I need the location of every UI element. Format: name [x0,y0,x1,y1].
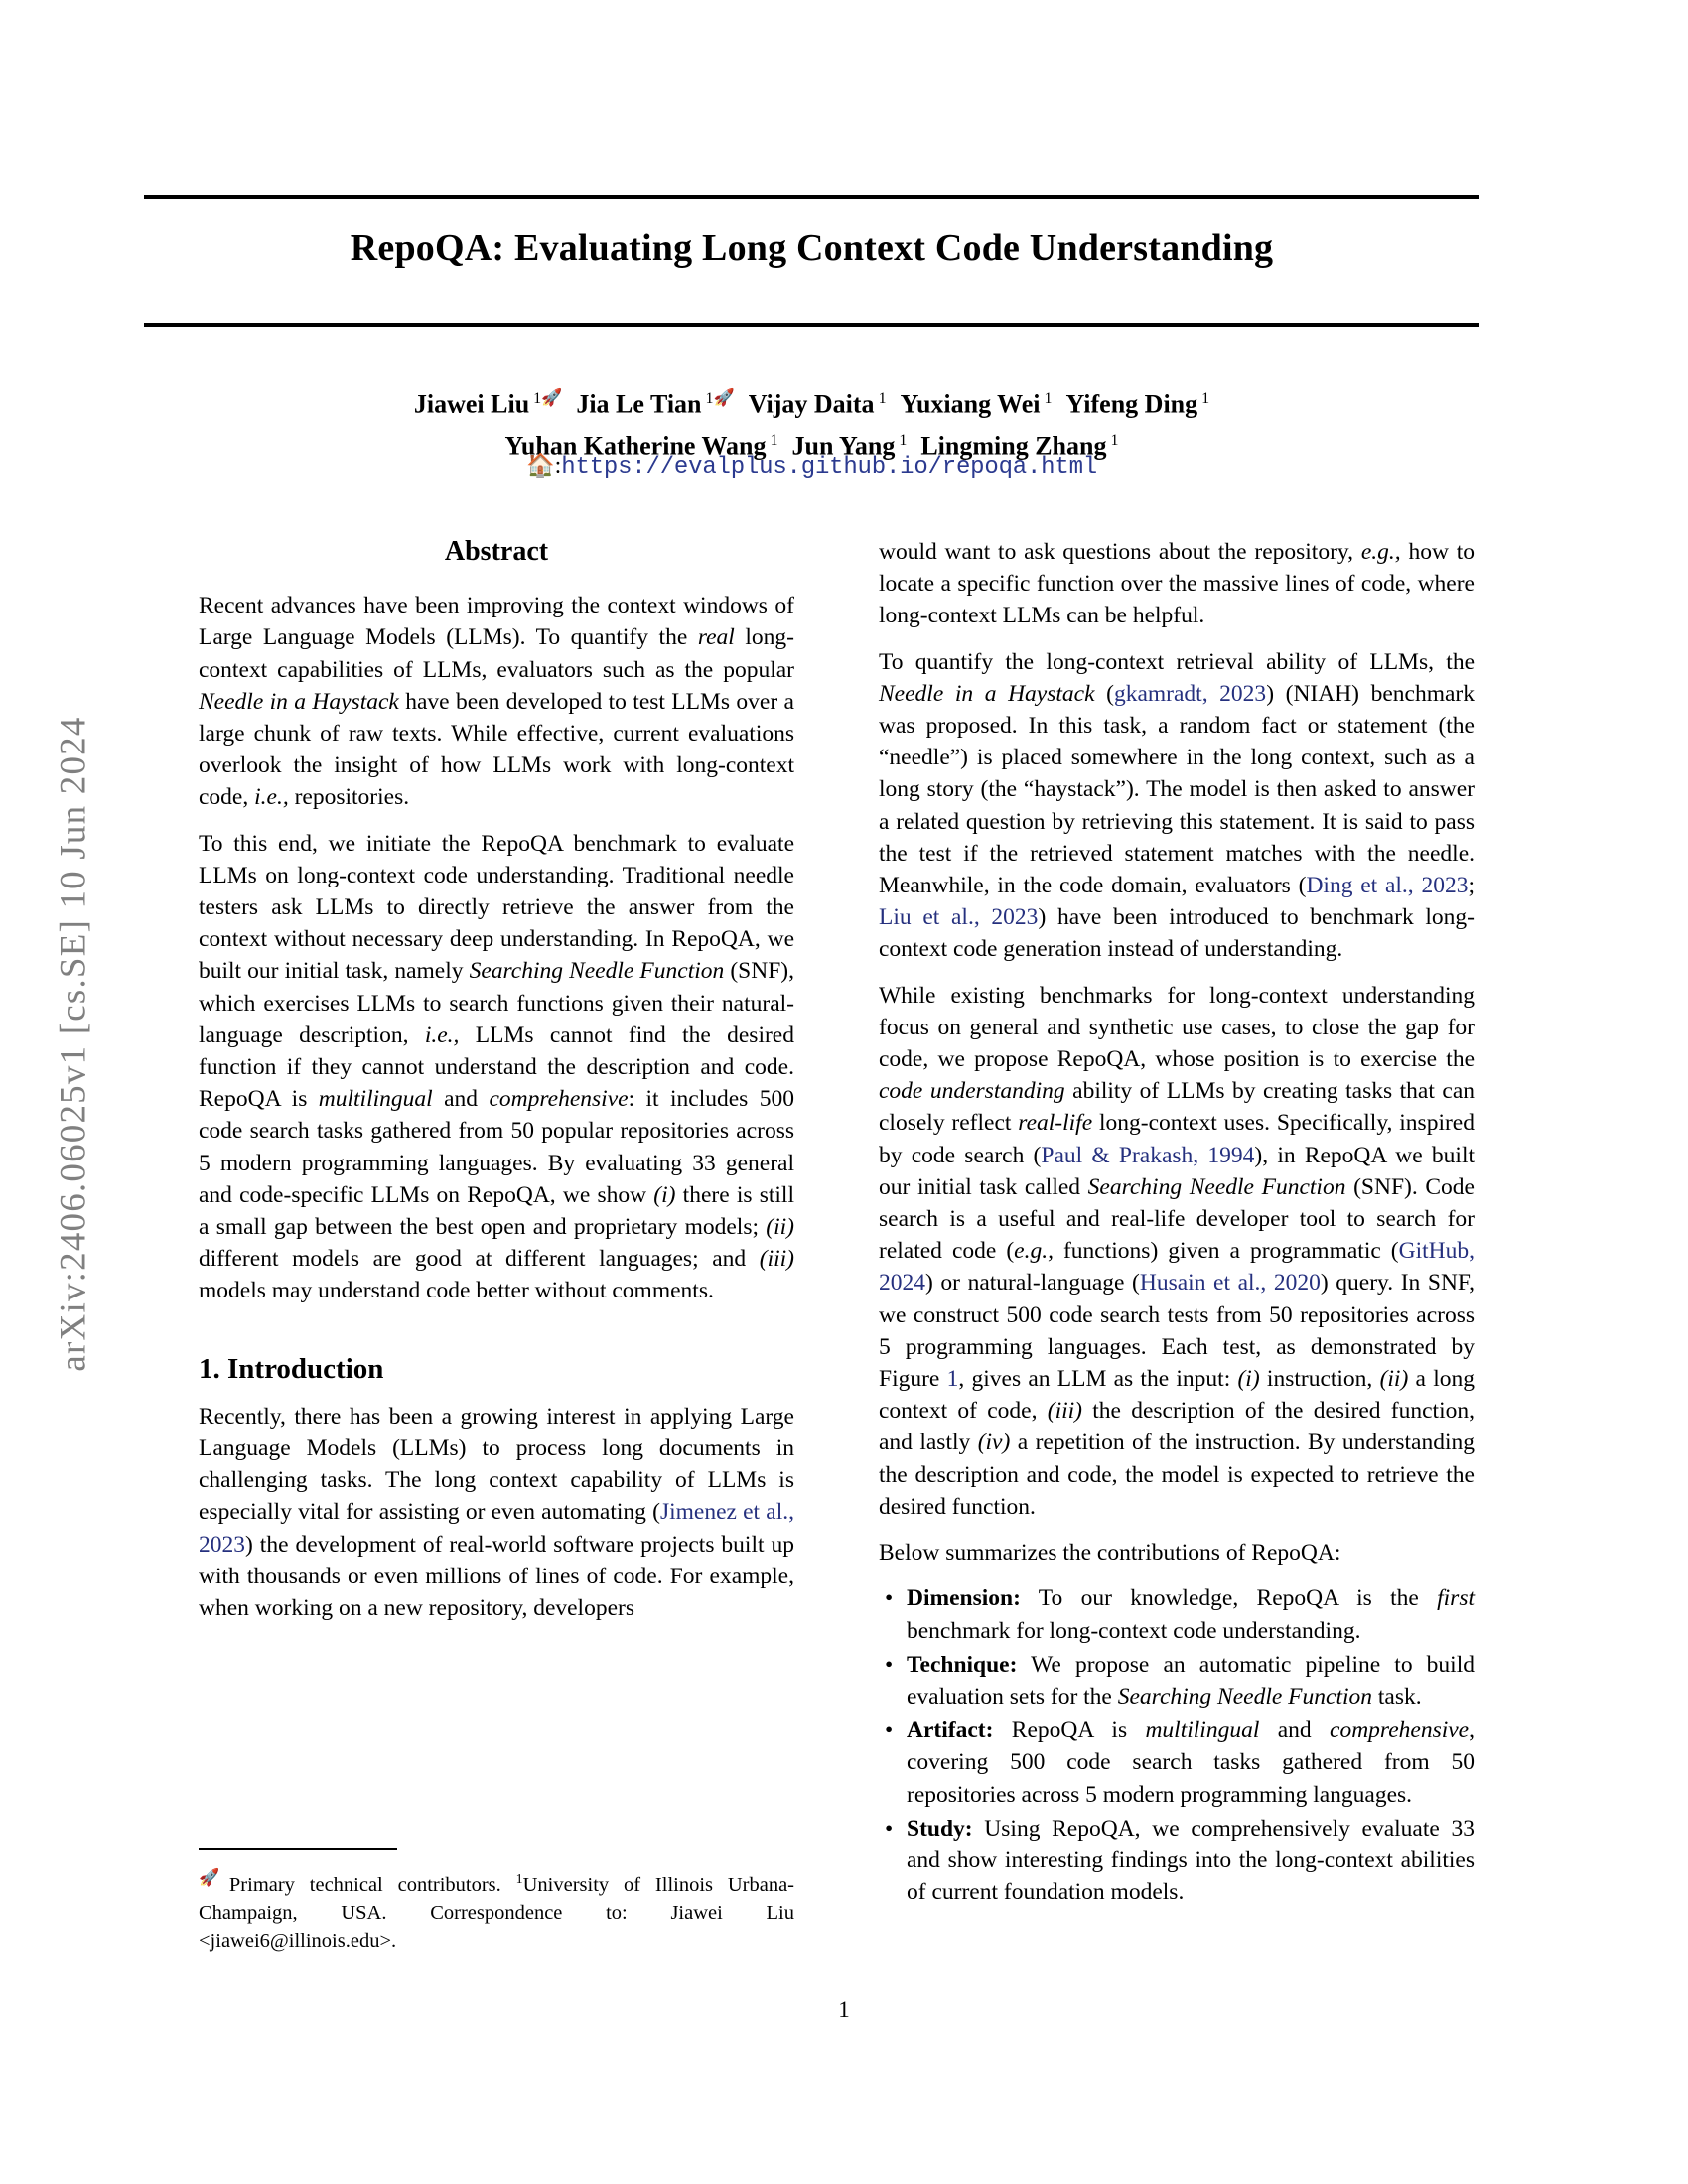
rocket-icon: 🚀 [541,388,563,407]
author-name: Jia Le Tian [576,389,702,419]
author-name: Jun Yang [791,431,896,461]
author-name: Yifeng Ding [1065,389,1198,419]
abstract-paragraph-1: Recent advances have been improving the context windows of Large Language Models (LLMs). To quantify the real long-context capabilities of LLMs, evaluators such as the popular Needle in a Haystack have been developed to test LLMs over a large chunk of raw texts. While effective, current evaluations overlook the insight of how LLMs work with long-context code, i.e., repositories. [199,593,795,811]
footnote-text: 🚀Primary technical contributors. $^1$University of Illinois Urbana-Champaign, USA. Correspondence to: Jiawei Liu <jiawei6@illinois.edu>. [199,1868,794,1952]
abstract-paragraph-2: To this end, we initiate the RepoQA benchmark to evaluate LLMs on long-context code understanding. Traditional needle testers ask LLMs to directly retrieve the answer from the context without necessary deep understanding. In RepoQA, we built our initial task, namely Searching Needle Function (SNF), which exercises LLMs to search functions given their natural-language description, i.e., LLMs cannot find the desired function if they cannot understand the description and code. RepoQA is multilingual and comprehensive: it includes 500 code search tasks gathered from 50 popular repositories across 5 modern programming languages. By evaluating 33 general and code-specific LLMs on RepoQA, we show (i) there is still a small gap between the best open and proprietary models; (ii) different models are good at different languages; and (iii) models may understand code better without comments. [199,830,794,1304]
author-name: Jiawei Liu [413,389,530,419]
title-rule-top [144,195,1479,199]
right-column [879,536,1475,1910]
page-title: RepoQA: Evaluating Long Context Code Understanding [350,227,1274,269]
list-item: • Dimension: To our knowledge, RepoQA is the first benchmark for long-context code understanding. [879,1582,1475,1646]
author-name: Yuhan Katherine Wang [504,431,767,461]
list-item: • Artifact: RepoQA is multilingual and comprehensive, covering 500 code search tasks gathered from 50 repositories across 5 modern programming languages. [879,1714,1475,1811]
author-name: Lingming Zhang [920,431,1107,461]
right-paragraph-3: While existing benchmarks for long-context understanding focus on general and synthetic use cases, to close the gap for code, we propose RepoQA, whose position is to exercise the code understanding ability of LLMs by creating tasks that can closely reflect real-life long-context uses. Specifically, inspired by code search (Paul & Prakash, 1994), in RepoQA we built our initial task called Searching Needle Function (SNF). Code search is a useful and real-life developer tool to search for related code (e.g., functions) given a programmatic (GitHub, 2024) or natural-language (Husain et al., 2020) query. In SNF, we construct 500 code search tests from 50 repositories across 5 programming languages. Each test, as demonstrated by Figure 1, gives an LLM as the input: (i) instruction, (ii) a long context of code, (iii) the description of the desired function, and lastly (iv) a repetition of the instruction. By understanding the description and code, the model is expected to retrieve the desired function. [879,982,1476,1520]
title-rule-bottom [144,323,1479,327]
introduction-paragraph-1: Recently, there has been a growing interest in applying Large Language Models (LLMs) to process long documents in challenging tasks. The long context capability of LLMs is especially vital for assisting or even automating (Jimenez et al., 2023) the development of real-world software projects built up with thousands or even millions of lines of code. For example, when working on a new repository, developers [199,1403,794,1622]
author-affiliation-marker: 1 [1197,390,1210,407]
contributions-list [879,1582,1475,1908]
author-affiliation-marker: 1 [874,390,887,407]
author-line-1 [144,380,1479,423]
author-affiliation-marker: 1 [1106,431,1119,449]
author-affiliation-marker: 1 [895,431,908,449]
arxiv-stamp: arXiv:2406.06025v1 [cs.SE] 10 Jun 2024 [53,716,94,1372]
section-heading-introduction: 1. Introduction [199,1352,384,1385]
author-name: Yuxiang Wei [900,389,1041,419]
footnote-divider [199,1848,397,1850]
author-affiliation-marker: 1 [529,390,542,407]
page-number: 1 [838,1997,850,2022]
author-affiliation-marker: 1 [1040,390,1053,407]
right-paragraph-2: To quantify the long-context retrieval ability of LLMs, the Needle in a Haystack (gkamradt, 2023) (NIAH) benchmark was proposed. In this task, a random fact or statement (the “needle”) is placed somewhere in the long context, such as a long story (the “haystack”). The model is then asked to answer a related question by retrieving this statement. It is said to pass the test if the retrieved statement matches with the needle. Meanwhile, in the code domain, evaluators (Ding et al., 2023; Liu et al., 2023) have been introduced to benchmark long-context code generation instead of understanding. [879,648,1476,963]
homepage-link[interactable]: https://evalplus.github.io/repoqa.html [561,454,1097,480]
author-affiliation-marker: 1 [701,390,714,407]
author-name: Vijay Daita [748,389,875,419]
home-separator: : [554,453,562,478]
home-icon: 🏠 [525,453,555,478]
rocket-icon: 🚀 [713,388,735,407]
right-paragraph-4: Below summarizes the contributions of RepoQA: [879,1540,1341,1567]
right-paragraph-1: would want to ask questions about the repository, e.g., how to locate a specific function over the massive lines of code, where long-context LLMs can be helpful. [879,539,1476,629]
project-homepage [144,452,1479,480]
footnote [199,1848,794,1955]
author-affiliation-marker: 1 [766,431,778,449]
list-item: • Technique: We propose an automatic pipeline to build evaluation sets for the Searching Needle Function task. [879,1649,1475,1712]
list-item: • Study: Using RepoQA, we comprehensively evaluate 33 and show interesting findings into the long-context abilities of current foundation models. [879,1813,1475,1909]
left-column [199,536,794,1624]
abstract-heading: Abstract [444,536,549,567]
